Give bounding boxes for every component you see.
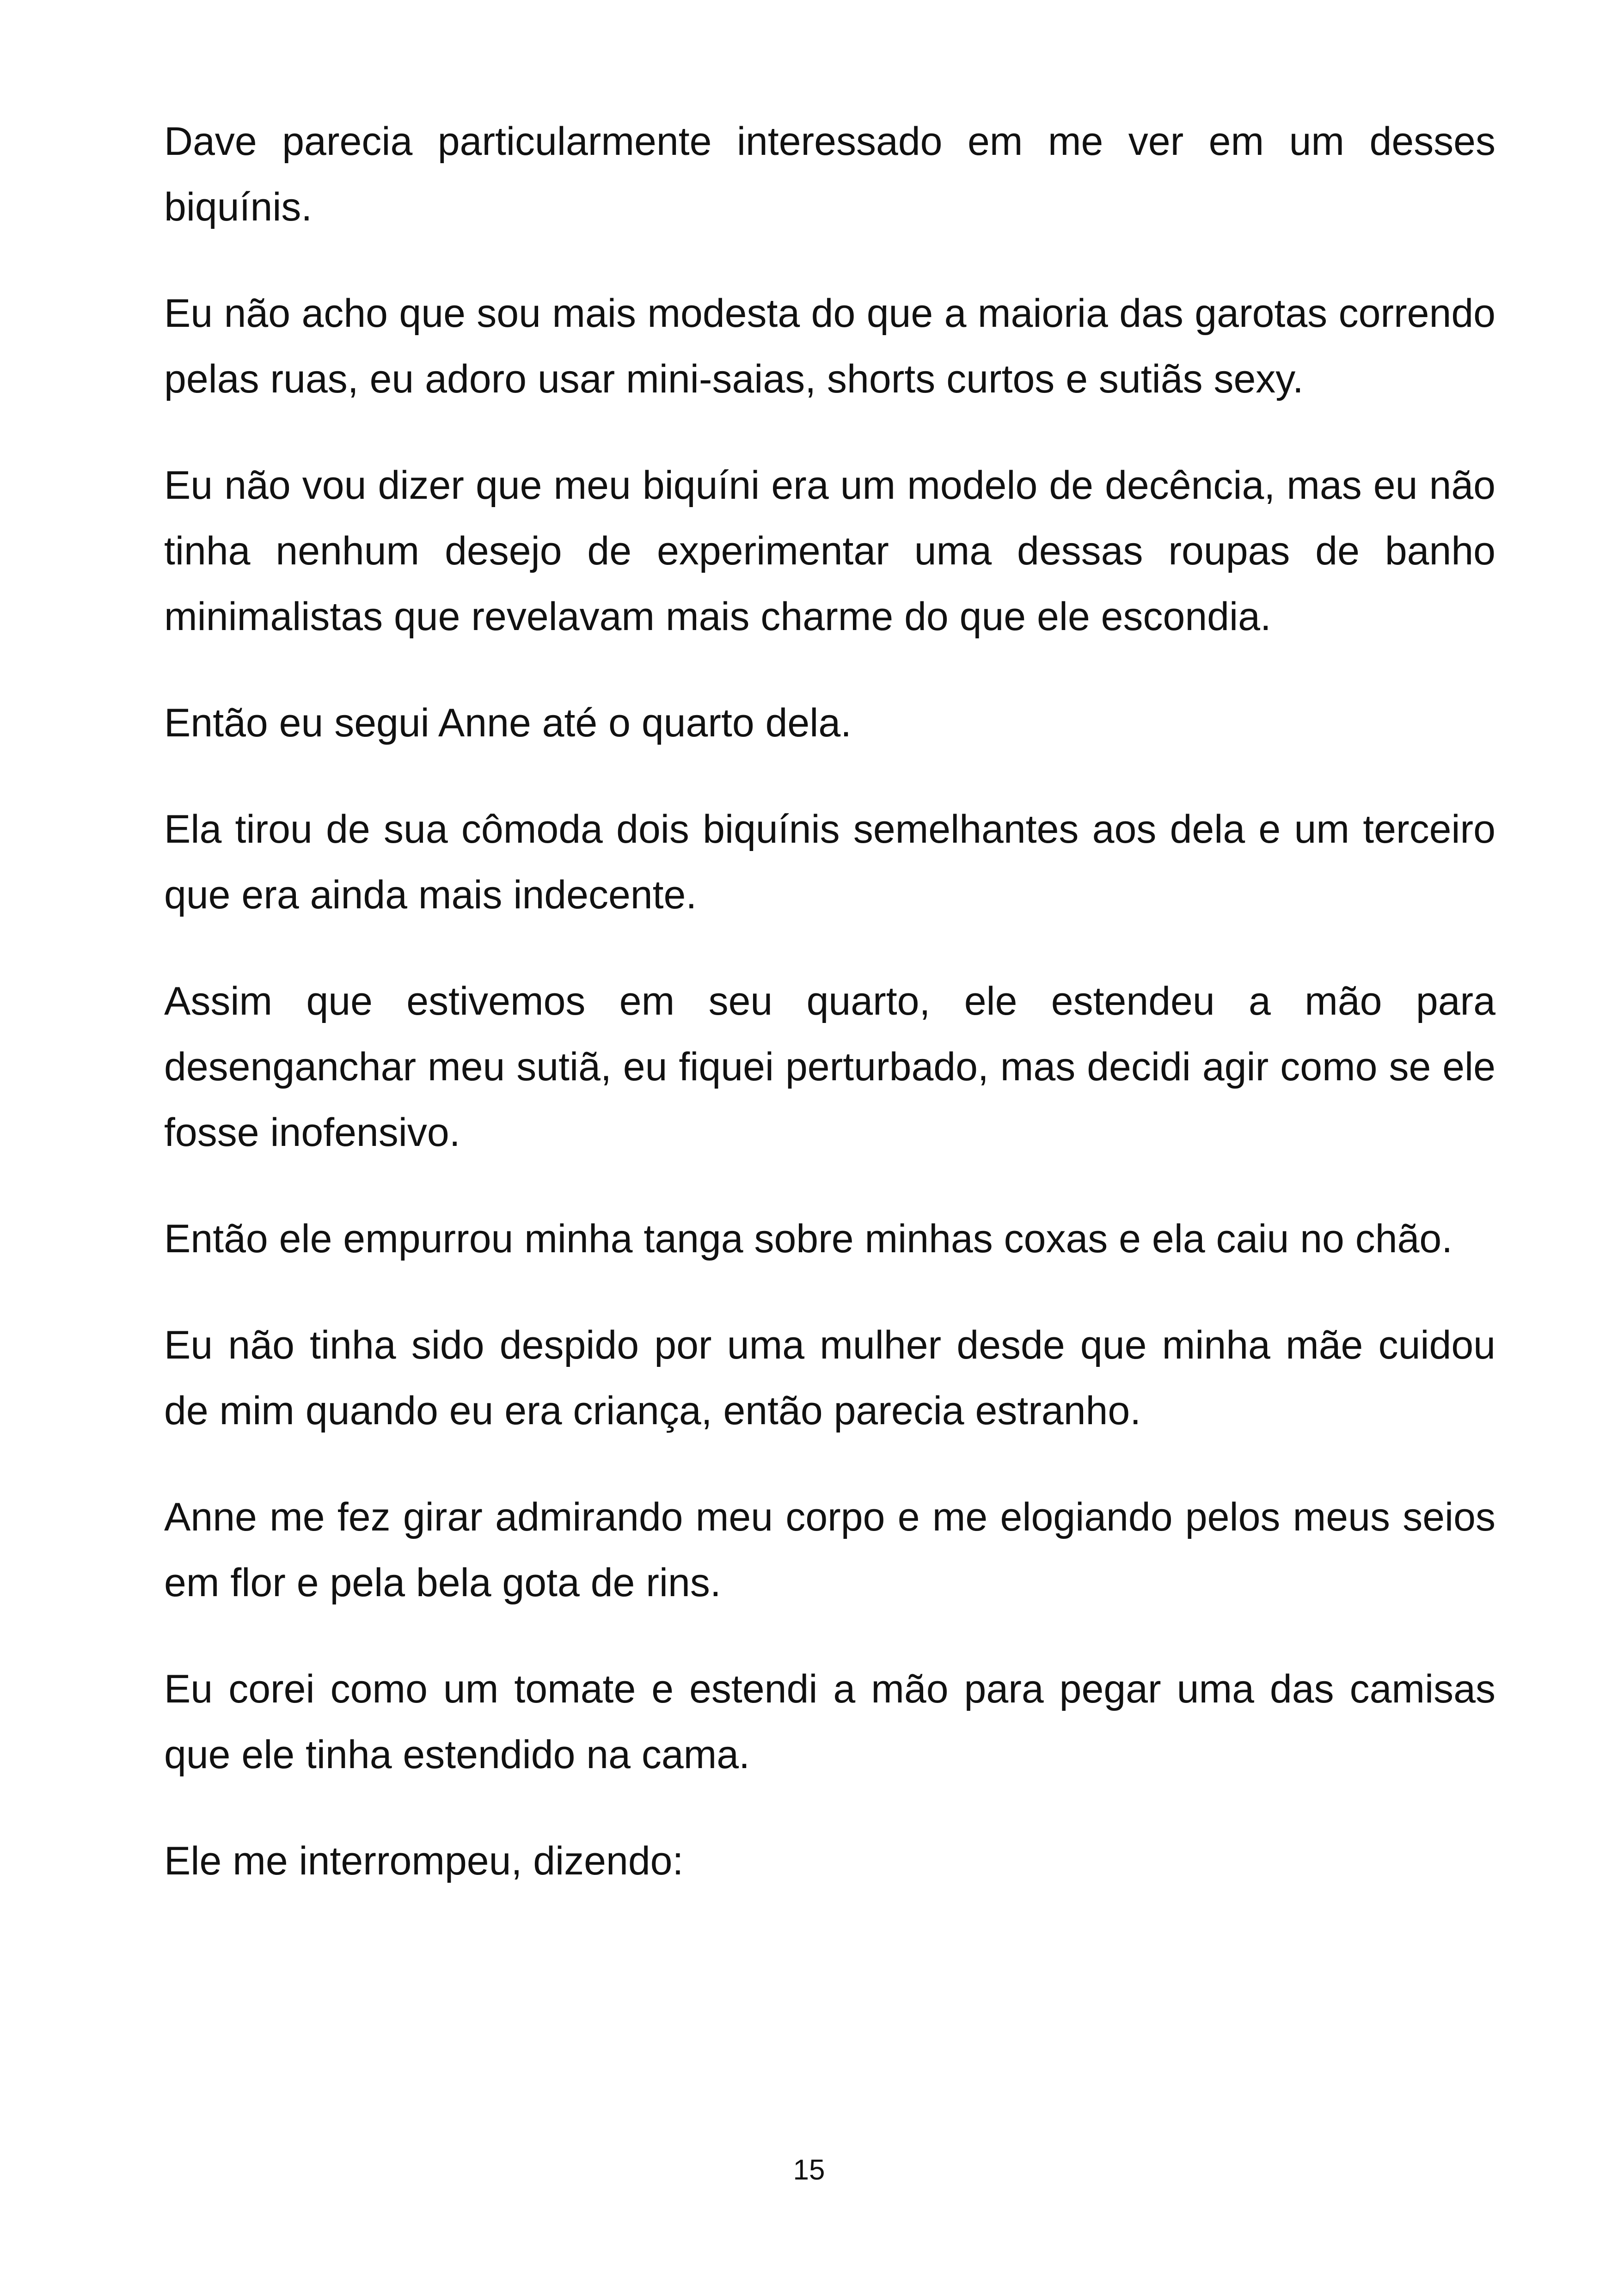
page-number: 15	[793, 2154, 825, 2186]
body-text	[164, 109, 1495, 1935]
paragraph: Eu não tinha sido despido por uma mulher desde que minha mãe cuidou de mim quando eu era criança, então parecia estranho.	[164, 1323, 1495, 1433]
paragraph: Ele me interrompeu, dizendo:	[164, 1839, 684, 1883]
paragraph: Anne me fez girar admirando meu corpo e me elogiando pelos meus seios em flor e pela bela gota de rins.	[164, 1495, 1495, 1605]
paragraph: Assim que estivemos em seu quarto, ele estendeu a mão para desenganchar meu sutiã, eu fiquei perturbado, mas decidi agir como se ele fosse inofensivo.	[164, 979, 1495, 1155]
paragraph: Eu não acho que sou mais modesta do que a maioria das garotas correndo pelas ruas, eu adoro usar mini-saias, shorts curtos e sutiãs sexy.	[164, 291, 1495, 401]
paragraph: Eu não vou dizer que meu biquíni era um modelo de decência, mas eu não tinha nenhum desejo de experimentar uma dessas roupas de banho minimalistas que revelavam mais charme do que ele escondia.	[164, 463, 1495, 639]
paragraph: Ela tirou de sua cômoda dois biquínis semelhantes aos dela e um terceiro que era ainda mais indecente.	[164, 807, 1495, 917]
paragraph: Eu corei como um tomate e estendi a mão para pegar uma das camisas que ele tinha estendido na cama.	[164, 1667, 1495, 1777]
paragraph: Então eu segui Anne até o quarto dela.	[164, 701, 852, 745]
paragraph: Então ele empurrou minha tanga sobre minhas coxas e ela caiu no chão.	[164, 1217, 1453, 1261]
paragraph: Dave parecia particularmente interessado em me ver em um desses biquínis.	[164, 119, 1495, 229]
